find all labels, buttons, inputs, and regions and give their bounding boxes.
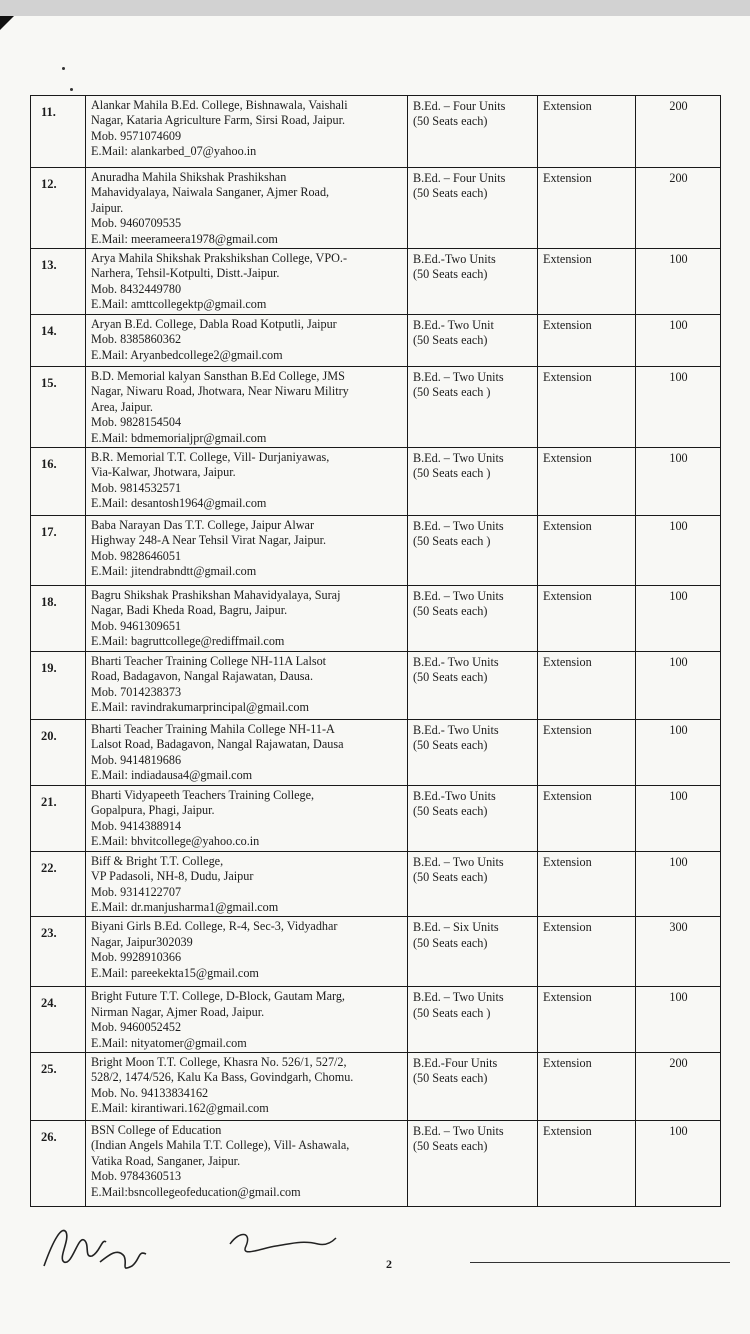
course-line: B.Ed. – Two Units	[413, 589, 504, 604]
college-detail-line: Mob. 9460709535	[91, 216, 182, 231]
table-row	[31, 720, 721, 786]
table-row	[31, 786, 721, 852]
course-units	[408, 652, 538, 720]
application-type: Extension	[538, 249, 636, 315]
seat-count: 100	[636, 652, 721, 720]
course-line: (50 Seats each )	[413, 385, 491, 400]
college-detail-line: E.Mail: bdmemorialjpr@gmail.com	[91, 430, 267, 445]
college-detail-line: Mob. 9460052452	[91, 1020, 182, 1035]
college-details	[86, 786, 408, 852]
table-row	[31, 586, 721, 652]
seat-count: 100	[636, 851, 721, 917]
course-line: (50 Seats each)	[413, 804, 488, 819]
course-units	[408, 96, 538, 168]
course-units	[408, 516, 538, 586]
serial-number: 19.	[31, 652, 86, 720]
course-line: (50 Seats each)	[413, 1071, 488, 1086]
table-row	[31, 96, 721, 168]
serial-number: 15.	[31, 367, 86, 448]
college-detail-line: E.Mail: jitendrabndtt@gmail.com	[91, 564, 257, 579]
page-corner-mark	[0, 16, 14, 30]
course-line: B.Ed.-Two Units	[413, 789, 496, 804]
college-detail-line: Mob. 9461309651	[91, 618, 182, 633]
table-row	[31, 1052, 721, 1120]
course-line: B.Ed. – Two Units	[413, 519, 504, 534]
college-details	[86, 168, 408, 249]
college-detail-line: Mob. No. 94133834162	[91, 1085, 209, 1100]
serial-number: 23.	[31, 917, 86, 987]
college-detail-line: Arya Mahila Shikshak Prakshikshan College, VPO.-	[91, 251, 348, 266]
course-line: (50 Seats each )	[413, 1005, 491, 1020]
college-details	[86, 315, 408, 367]
table-row	[31, 367, 721, 448]
seat-count: 100	[636, 586, 721, 652]
course-line: (50 Seats each)	[413, 738, 488, 753]
college-detail-line: Aryan B.Ed. College, Dabla Road Kotputli, Jaipur	[91, 317, 337, 332]
seat-count: 100	[636, 367, 721, 448]
college-detail-line: VP Padasoli, NH-8, Dudu, Jaipur	[91, 869, 254, 884]
college-details	[86, 720, 408, 786]
course-line: (50 Seats each)	[413, 670, 488, 685]
course-line: B.Ed.- Two Units	[413, 655, 499, 670]
college-detail-line: Bright Future T.T. College, D-Block, Gautam Marg,	[91, 989, 345, 1004]
college-detail-line: Nagar, Badi Kheda Road, Bagru, Jaipur.	[91, 603, 288, 618]
course-units	[408, 249, 538, 315]
course-line: (50 Seats each)	[413, 114, 488, 129]
college-details	[86, 652, 408, 720]
college-detail-line: Biyani Girls B.Ed. College, R-4, Sec-3, Vidyadhar	[91, 919, 338, 934]
course-units	[408, 786, 538, 852]
course-line: B.Ed. – Two Units	[413, 370, 504, 385]
college-detail-line: Mob. 8432449780	[91, 281, 182, 296]
application-type: Extension	[538, 851, 636, 917]
serial-number: 21.	[31, 786, 86, 852]
table-row	[31, 249, 721, 315]
course-units	[408, 586, 538, 652]
serial-number: 22.	[31, 851, 86, 917]
course-units	[408, 720, 538, 786]
course-line: B.Ed. – Two Units	[413, 990, 504, 1005]
college-details	[86, 987, 408, 1053]
application-type: Extension	[538, 96, 636, 168]
course-line: (50 Seats each)	[413, 604, 488, 619]
college-detail-line: Mob. 9314122707	[91, 884, 182, 899]
course-line: B.Ed.- Two Units	[413, 723, 499, 738]
college-details	[86, 1052, 408, 1120]
college-detail-line: E.Mail: nityatomer@gmail.com	[91, 1035, 247, 1050]
college-detail-line: B.R. Memorial T.T. College, Vill- Durjaniyawas,	[91, 450, 330, 465]
course-units	[408, 1052, 538, 1120]
course-line: (50 Seats each)	[413, 1139, 488, 1154]
application-type: Extension	[538, 367, 636, 448]
college-detail-line: Mob. 9414819686	[91, 752, 182, 767]
table-body	[31, 96, 721, 1207]
college-list-sheet	[30, 95, 721, 1207]
serial-number: 12.	[31, 168, 86, 249]
college-details	[86, 917, 408, 987]
college-detail-line: Bharti Teacher Training College NH-11A Lalsot	[91, 654, 327, 669]
application-type: Extension	[538, 516, 636, 586]
course-units	[408, 367, 538, 448]
serial-number: 25.	[31, 1052, 86, 1120]
college-detail-line: Jaipur.	[91, 200, 124, 215]
course-units	[408, 917, 538, 987]
seat-count: 300	[636, 917, 721, 987]
serial-number: 11.	[31, 96, 86, 168]
table-row	[31, 315, 721, 367]
application-type: Extension	[538, 917, 636, 987]
college-detail-line: Anuradha Mahila Shikshak Prashikshan	[91, 170, 287, 184]
table-row	[31, 516, 721, 586]
table-row	[31, 652, 721, 720]
college-detail-line: E.Mail: Aryanbedcollege2@gmail.com	[91, 347, 283, 362]
college-detail-line: Bharti Teacher Training Mahila College NH-11-A	[91, 722, 335, 737]
table-row	[31, 851, 721, 917]
viewer-top-bar	[0, 0, 750, 16]
application-type: Extension	[538, 987, 636, 1053]
course-line: (50 Seats each)	[413, 186, 488, 201]
college-detail-line: B.D. Memorial kalyan Sansthan B.Ed College, JMS	[91, 369, 345, 384]
course-line: (50 Seats each)	[413, 267, 488, 282]
course-units	[408, 168, 538, 249]
college-detail-line: Mahavidyalaya, Naiwala Sanganer, Ajmer Road,	[91, 185, 330, 200]
seat-count: 100	[636, 249, 721, 315]
seat-count: 100	[636, 987, 721, 1053]
college-details	[86, 249, 408, 315]
college-details	[86, 516, 408, 586]
college-table	[30, 95, 721, 1207]
application-type: Extension	[538, 586, 636, 652]
serial-number: 20.	[31, 720, 86, 786]
application-type: Extension	[538, 1120, 636, 1206]
table-row	[31, 1120, 721, 1206]
handwritten-signature-icon	[40, 1218, 360, 1278]
college-detail-line: Biff & Bright T.T. College,	[91, 853, 224, 868]
seat-count: 100	[636, 516, 721, 586]
college-details	[86, 448, 408, 516]
course-units	[408, 987, 538, 1053]
college-detail-line: Mob. 9828154504	[91, 415, 182, 430]
college-detail-line: 528/2, 1474/526, Kalu Ka Bass, Govindgarh, Chomu.	[91, 1070, 354, 1085]
college-detail-line: Bharti Vidyapeeth Teachers Training College,	[91, 788, 315, 803]
college-detail-line: Nirman Nagar, Ajmer Road, Jaipur.	[91, 1004, 265, 1019]
college-detail-line: Mob. 8385860362	[91, 332, 182, 347]
college-detail-line: E.Mail: indiadausa4@gmail.com	[91, 768, 253, 783]
application-type: Extension	[538, 168, 636, 249]
seat-count: 200	[636, 1052, 721, 1120]
serial-number: 13.	[31, 249, 86, 315]
seat-count: 100	[636, 448, 721, 516]
college-detail-line: Bright Moon T.T. College, Khasra No. 526/1, 527/2,	[91, 1054, 347, 1069]
college-detail-line: (Indian Angels Mahila T.T. College), Vill- Ashawala,	[91, 1138, 350, 1153]
serial-number: 14.	[31, 315, 86, 367]
course-units	[408, 851, 538, 917]
college-detail-line: Mob. 9571074609	[91, 128, 182, 143]
college-details	[86, 586, 408, 652]
application-type: Extension	[538, 652, 636, 720]
table-row	[31, 448, 721, 516]
college-detail-line: E.Mail: bagruttcollege@rediffmail.com	[91, 634, 285, 649]
college-detail-line: BSN College of Education	[91, 1122, 222, 1137]
application-type: Extension	[538, 448, 636, 516]
college-detail-line: Bagru Shikshak Prashikshan Mahavidyalaya, Suraj	[91, 588, 341, 603]
course-units	[408, 448, 538, 516]
college-detail-line: Nagar, Niwaru Road, Jhotwara, Near Niwaru Militry	[91, 384, 349, 399]
college-detail-line: E.Mail: bhvitcollege@yahoo.co.in	[91, 834, 260, 849]
college-detail-line: Mob. 9784360513	[91, 1169, 182, 1184]
college-detail-line: E.Mail: alankarbed_07@yahoo.in	[91, 144, 257, 159]
table-row	[31, 168, 721, 249]
table-row	[31, 917, 721, 987]
course-line: B.Ed. – Four Units	[413, 99, 506, 113]
college-detail-line: E.Mail: pareekekta15@gmail.com	[91, 965, 259, 980]
course-line: B.Ed.-Two Units	[413, 252, 496, 267]
college-detail-line: E.Mail: meerameera1978@gmail.com	[91, 231, 278, 246]
seat-count: 100	[636, 786, 721, 852]
serial-number: 18.	[31, 586, 86, 652]
course-line: (50 Seats each )	[413, 534, 491, 549]
seat-count: 200	[636, 96, 721, 168]
serial-number: 26.	[31, 1120, 86, 1206]
serial-number: 24.	[31, 987, 86, 1053]
seat-count: 100	[636, 720, 721, 786]
seat-count: 200	[636, 168, 721, 249]
table-row	[31, 987, 721, 1053]
application-type: Extension	[538, 1052, 636, 1120]
college-detail-line: Highway 248-A Near Tehsil Virat Nagar, Jaipur.	[91, 533, 327, 548]
course-line: B.Ed. – Four Units	[413, 171, 506, 185]
application-type: Extension	[538, 315, 636, 367]
college-detail-line: Via-Kalwar, Jhotwara, Jaipur.	[91, 465, 236, 480]
college-details	[86, 367, 408, 448]
college-detail-line: E.Mail: desantosh1964@gmail.com	[91, 496, 267, 511]
course-line: (50 Seats each)	[413, 333, 488, 348]
course-line: (50 Seats each)	[413, 935, 488, 950]
college-detail-line: Narhera, Tehsil-Kotpulti, Distt.-Jaipur.	[91, 266, 280, 281]
course-line: B.Ed.-Four Units	[413, 1055, 498, 1070]
college-detail-line: Mob. 9828646051	[91, 548, 182, 563]
college-details	[86, 851, 408, 917]
course-line: (50 Seats each)	[413, 870, 488, 885]
serial-number: 16.	[31, 448, 86, 516]
course-units	[408, 1120, 538, 1206]
scan-speck	[70, 88, 73, 91]
college-detail-line: Vatika Road, Sanganer, Jaipur.	[91, 1153, 241, 1168]
college-details	[86, 1120, 408, 1206]
course-line: B.Ed. – Six Units	[413, 920, 499, 935]
college-detail-line: E.Mail: kirantiwari.162@gmail.com	[91, 1101, 269, 1116]
scan-speck	[62, 67, 65, 70]
college-detail-line: Mob. 9928910366	[91, 950, 182, 965]
college-detail-line: Alankar Mahila B.Ed. College, Bishnawala, Vaishali	[91, 98, 348, 112]
application-type: Extension	[538, 720, 636, 786]
college-detail-line: Mob. 9414388914	[91, 818, 182, 833]
college-detail-line: Road, Badagavon, Nangal Rajawatan, Dausa.	[91, 669, 314, 684]
serial-number: 17.	[31, 516, 86, 586]
course-units	[408, 315, 538, 367]
college-detail-line: Area, Jaipur.	[91, 399, 153, 414]
college-detail-line: Baba Narayan Das T.T. College, Jaipur Alwar	[91, 518, 315, 533]
college-detail-line: Lalsot Road, Badagavon, Nangal Rajawatan, Dausa	[91, 737, 344, 752]
college-detail-line: E.Mail:bsncollegeofeducation@gmail.com	[91, 1184, 301, 1199]
application-type: Extension	[538, 786, 636, 852]
page-number: 2	[386, 1257, 392, 1271]
course-line: B.Ed. – Two Units	[413, 1123, 504, 1138]
college-detail-line: Mob. 7014238373	[91, 684, 182, 699]
course-line: B.Ed. – Two Units	[413, 451, 504, 466]
college-detail-line: E.Mail: dr.manjusharma1@gmail.com	[91, 899, 279, 914]
course-line: B.Ed. – Two Units	[413, 854, 504, 869]
college-details	[86, 96, 408, 168]
college-detail-line: Gopalpura, Phagi, Jaipur.	[91, 803, 215, 818]
college-detail-line: Nagar, Jaipur302039	[91, 934, 193, 949]
course-line: B.Ed.- Two Unit	[413, 318, 494, 333]
footer-rule	[470, 1262, 730, 1263]
college-detail-line: Nagar, Kataria Agriculture Farm, Sirsi Road, Jaipur.	[91, 113, 346, 128]
college-detail-line: Mob. 9814532571	[91, 480, 182, 495]
course-line: (50 Seats each )	[413, 466, 491, 481]
seat-count: 100	[636, 1120, 721, 1206]
college-detail-line: E.Mail: amttcollegektp@gmail.com	[91, 297, 267, 312]
seat-count: 100	[636, 315, 721, 367]
college-detail-line: E.Mail: ravindrakumarprincipal@gmail.com	[91, 700, 310, 715]
